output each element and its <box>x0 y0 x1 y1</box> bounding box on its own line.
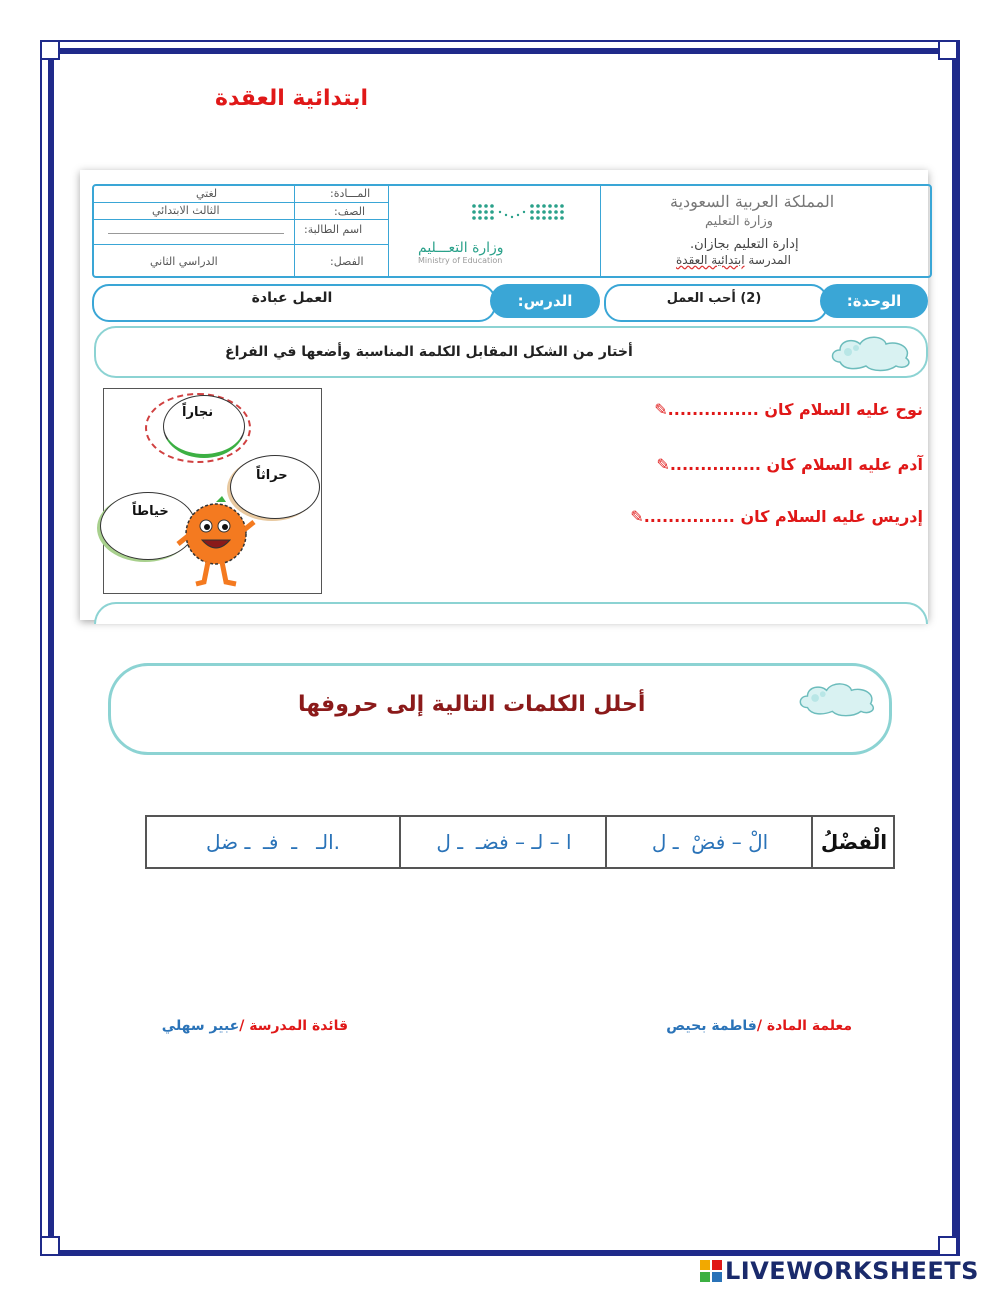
cloud-icon <box>828 332 918 372</box>
kingdom-calligraphy: المملكة العربية السعودية <box>670 192 835 211</box>
pencil-icon: ✎ <box>630 507 644 526</box>
choice-3: خياطاً <box>132 504 169 519</box>
education-admin: إدارة التعليم بجازان. <box>690 237 799 252</box>
lesson-value: العمل عبادة <box>251 290 333 306</box>
principal-label: قائدة المدرسة / <box>239 1018 348 1034</box>
student-name-line <box>108 233 284 234</box>
exercise2-title: أحلل الكلمات التالية إلى حروفها <box>298 692 646 717</box>
ministry-name-en: Ministry of Education <box>418 256 503 265</box>
subject-label: المـــادة: <box>330 187 371 200</box>
pencil-icon: ✎ <box>654 400 668 419</box>
row-divider <box>92 219 388 220</box>
pencil-icon: ✎ <box>656 455 670 474</box>
teacher-signature <box>652 1018 852 1034</box>
question-1: نوح عليه السلام كان ...............✎ <box>654 400 923 419</box>
ministry-logo-icon <box>470 200 570 224</box>
brand-footer <box>700 1257 979 1285</box>
orange-mascot-icon <box>176 496 256 588</box>
row-divider <box>92 202 388 203</box>
question-3: إدريس عليه السلام كان ...............✎ <box>630 507 923 526</box>
cloud-icon <box>796 675 882 721</box>
option-1[interactable]: الْ – فضْ ـ ل <box>605 817 813 867</box>
unit-value: (2) أحب العمل <box>666 291 762 306</box>
option-2[interactable]: ا – لـ – فضـ ـ ل <box>399 817 607 867</box>
option-3[interactable]: .الـ ـ فـ ـ ضل <box>206 830 340 854</box>
grade-value: الثالث الابتدائي <box>152 204 220 217</box>
ministry-name-ar: وزارة التعـــليم <box>418 240 504 256</box>
school-title: ابتدائية العقدة <box>215 86 369 111</box>
grade-label: الصف: <box>334 205 366 218</box>
principal-name: عبير سهلي <box>161 1018 240 1034</box>
choice-1: نجاراً <box>182 405 214 420</box>
exercise1-instruction: أختار من الشكل المقابل الكلمة المناسبة وأضعها في الفراغ <box>225 344 633 360</box>
subject-value: لغتي <box>196 187 218 200</box>
school-line-name: ابتدائية العقدة <box>676 253 745 267</box>
teacher-name: فاطمة بحيص <box>666 1018 757 1034</box>
corner-ornament <box>40 40 60 60</box>
corner-ornament <box>40 1236 60 1256</box>
target-word: الْفضْلُ <box>811 817 895 867</box>
brand-name: LIVEWORKSHEETS <box>725 1257 979 1285</box>
corner-ornament <box>938 40 958 60</box>
term-value: الدراسي الثاني <box>150 255 218 268</box>
question-2: آدم عليه السلام كان ...............✎ <box>656 455 923 474</box>
principal-signature <box>148 1018 348 1034</box>
choice-2: حراثاً <box>256 468 288 483</box>
school-line-prefix: المدرسة <box>748 253 791 267</box>
school-line <box>676 253 791 267</box>
bottom-bar-edge <box>94 602 928 624</box>
corner-ornament <box>938 1236 958 1256</box>
letters-table <box>145 815 895 869</box>
ministry-calligraphy: وزارة التعليم <box>705 214 774 229</box>
unit-label: الوحدة: <box>820 284 928 318</box>
student-label: اسم الطالبة: <box>304 223 363 236</box>
row-divider <box>92 244 388 245</box>
term-label: الفصل: <box>330 255 364 268</box>
lesson-label: الدرس: <box>490 284 600 318</box>
liveworksheets-logo-icon <box>700 1260 722 1282</box>
teacher-label: معلمة المادة / <box>756 1018 852 1034</box>
